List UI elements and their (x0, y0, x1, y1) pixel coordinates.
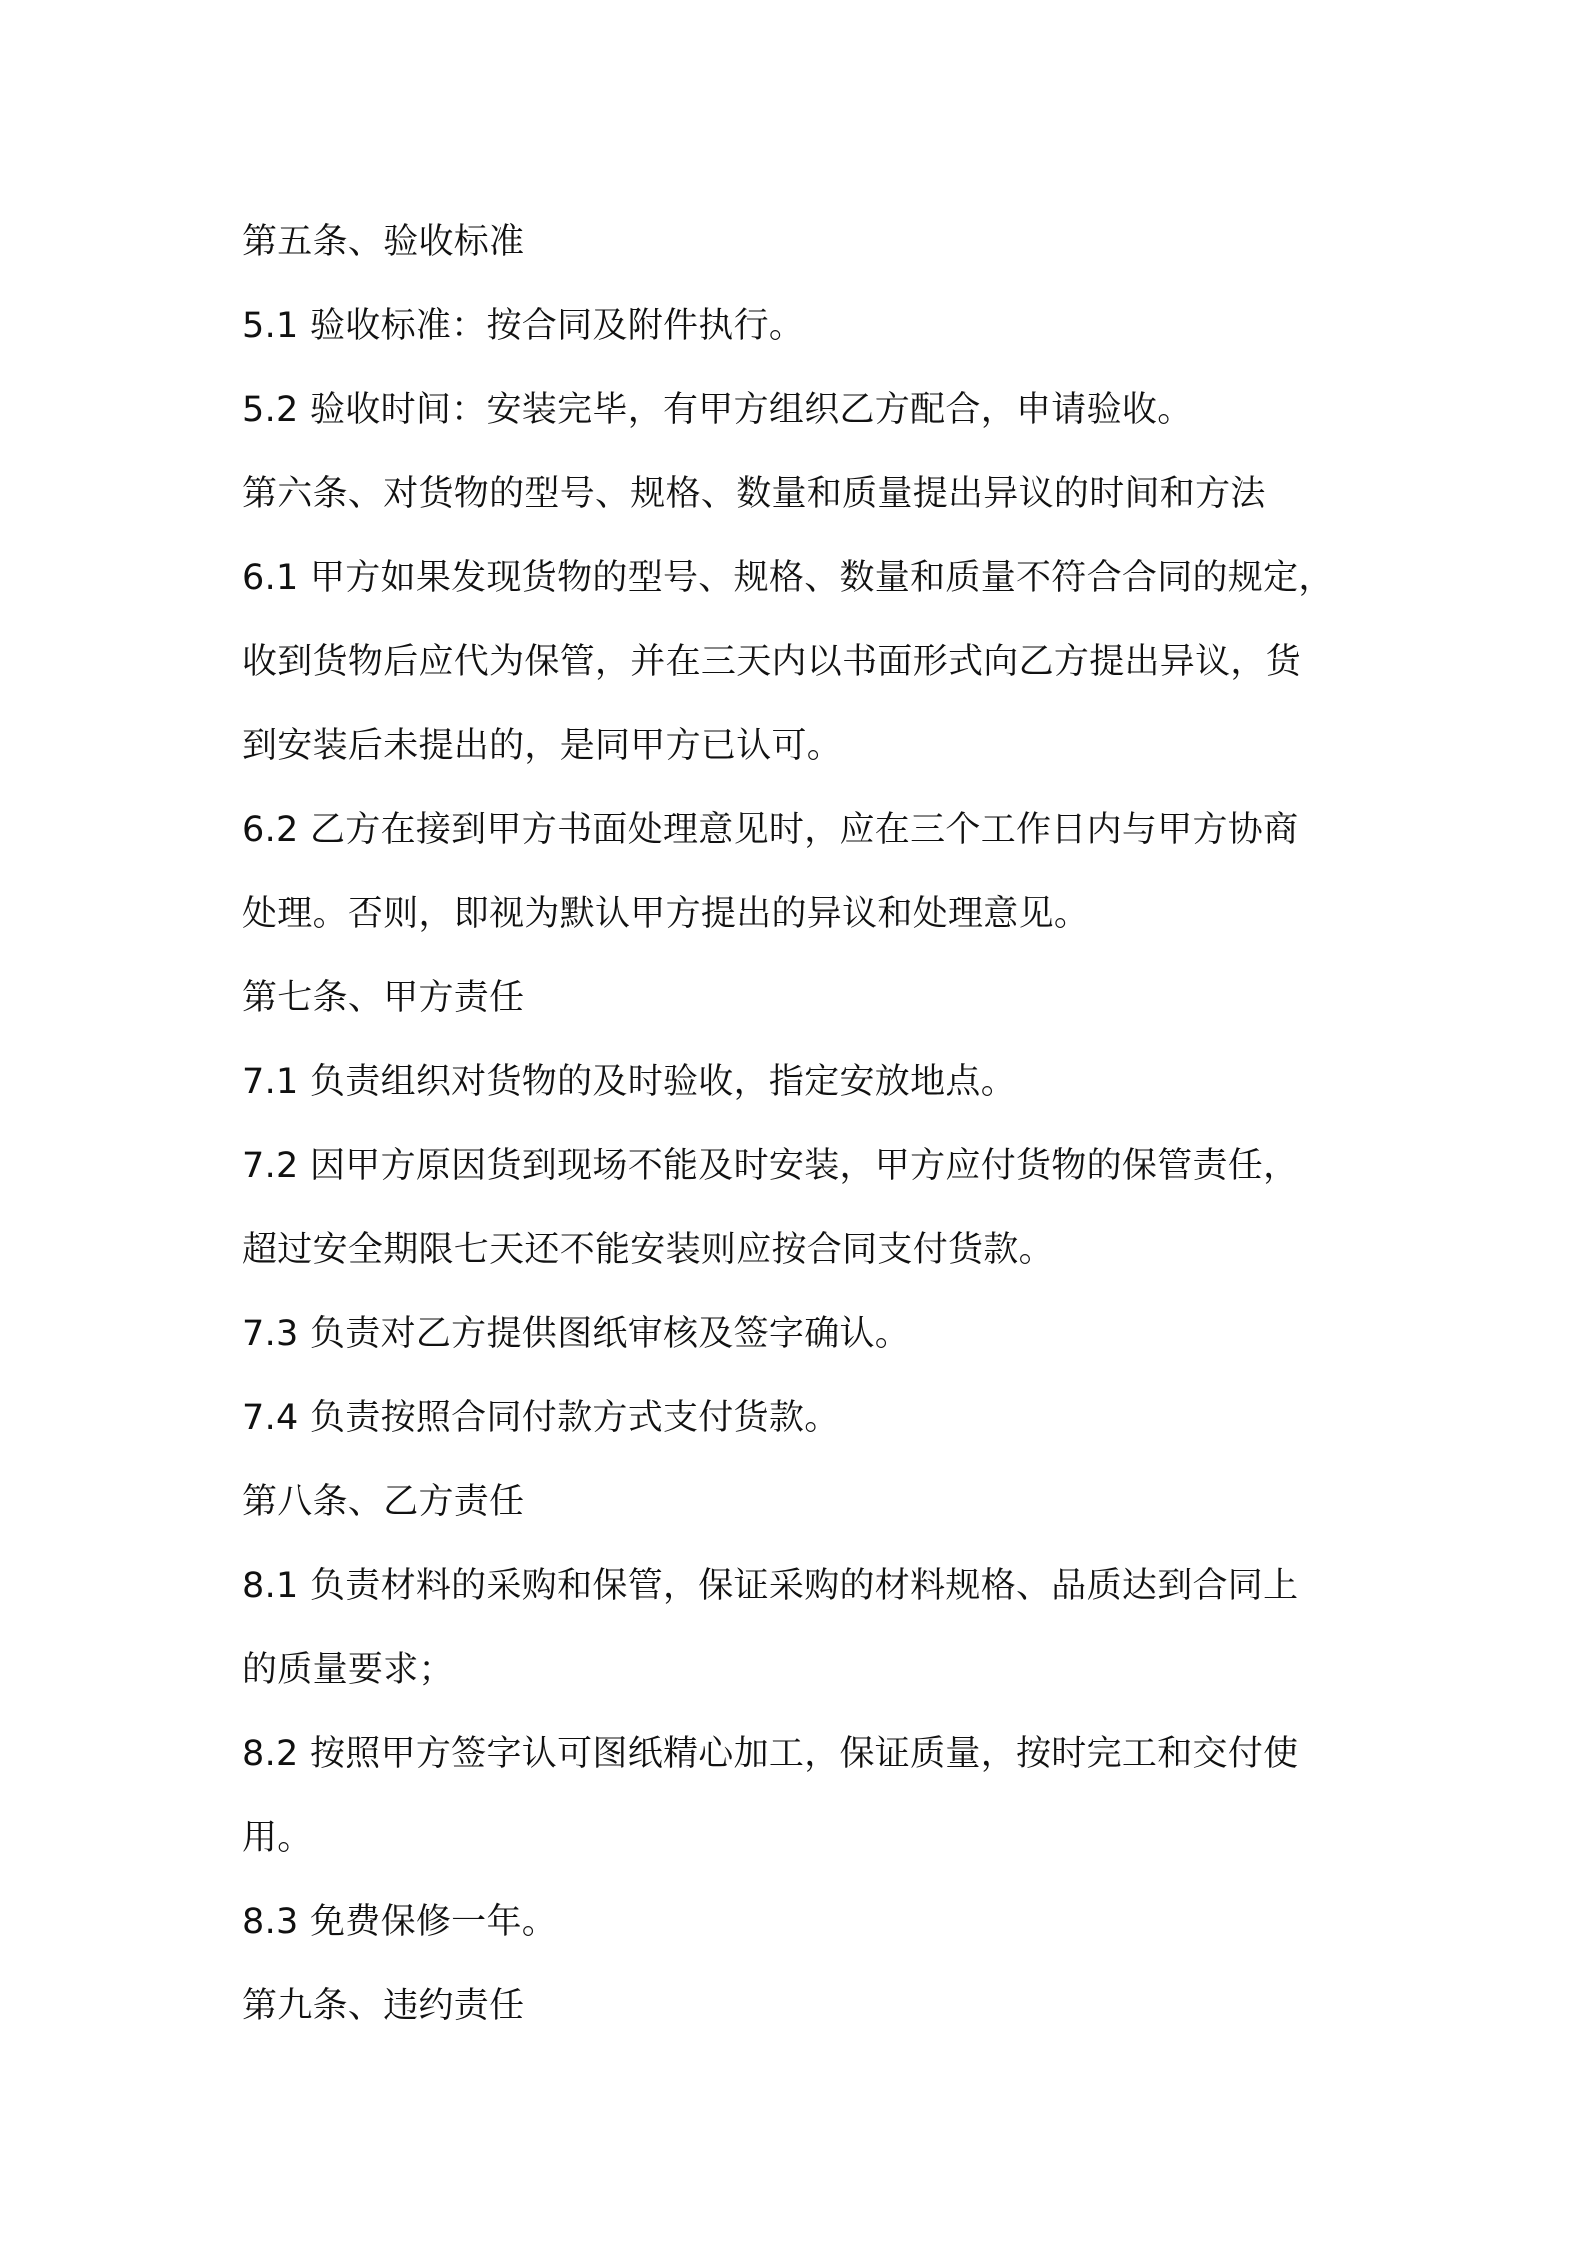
clause-5-2: 5.2 验收时间：安装完毕，有甲方组织乙方配合，申请验收。 (242, 390, 1193, 430)
clause-8-2-line-1: 8.2 按照甲方签字认可图纸精心加工，保证质量，按时完工和交付使 (242, 1734, 1299, 1774)
clause-8-1-line-1: 8.1 负责材料的采购和保管，保证采购的材料规格、品质达到合同上 (242, 1566, 1299, 1606)
clause-8-3: 8.3 免费保修一年。 (242, 1902, 558, 1942)
clause-7-4: 7.4 负责按照合同付款方式支付货款。 (242, 1398, 840, 1438)
clause-5-1: 5.1 验收标准：按合同及附件执行。 (242, 306, 805, 346)
article-7-heading: 第七条、甲方责任 (242, 978, 525, 1018)
clause-8-2-line-2: 用。 (242, 1818, 313, 1858)
clause-7-2-line-2: 超过安全期限七天还不能安装则应按合同支付货款。 (242, 1230, 1054, 1270)
clause-8-1-line-2: 的质量要求； (242, 1650, 454, 1690)
clause-6-1-line-3: 到安装后未提出的，是同甲方已认可。 (242, 726, 843, 766)
clause-6-1-line-1: 6.1 甲方如果发现货物的型号、规格、数量和质量不符合合同的规定， (242, 558, 1334, 598)
document-body (242, 200, 1362, 2048)
clause-7-3: 7.3 负责对乙方提供图纸审核及签字确认。 (242, 1314, 911, 1354)
clause-6-2-line-1: 6.2 乙方在接到甲方书面处理意见时，应在三个工作日内与甲方协商 (242, 810, 1299, 850)
article-8-heading: 第八条、乙方责任 (242, 1482, 525, 1522)
clause-7-1: 7.1 负责组织对货物的及时验收，指定安放地点。 (242, 1062, 1016, 1102)
article-5-heading: 第五条、验收标准 (242, 222, 525, 262)
clause-7-2-line-1: 7.2 因甲方原因货到现场不能及时安装，甲方应付货物的保管责任， (242, 1146, 1299, 1186)
article-9-heading: 第九条、违约责任 (242, 1986, 525, 2026)
clause-6-1-line-2: 收到货物后应代为保管，并在三天内以书面形式向乙方提出异议，货 (242, 642, 1302, 682)
article-6-heading: 第六条、对货物的型号、规格、数量和质量提出异议的时间和方法 (242, 474, 1266, 514)
clause-6-2-line-2: 处理。否则，即视为默认甲方提出的异议和处理意见。 (242, 894, 1090, 934)
